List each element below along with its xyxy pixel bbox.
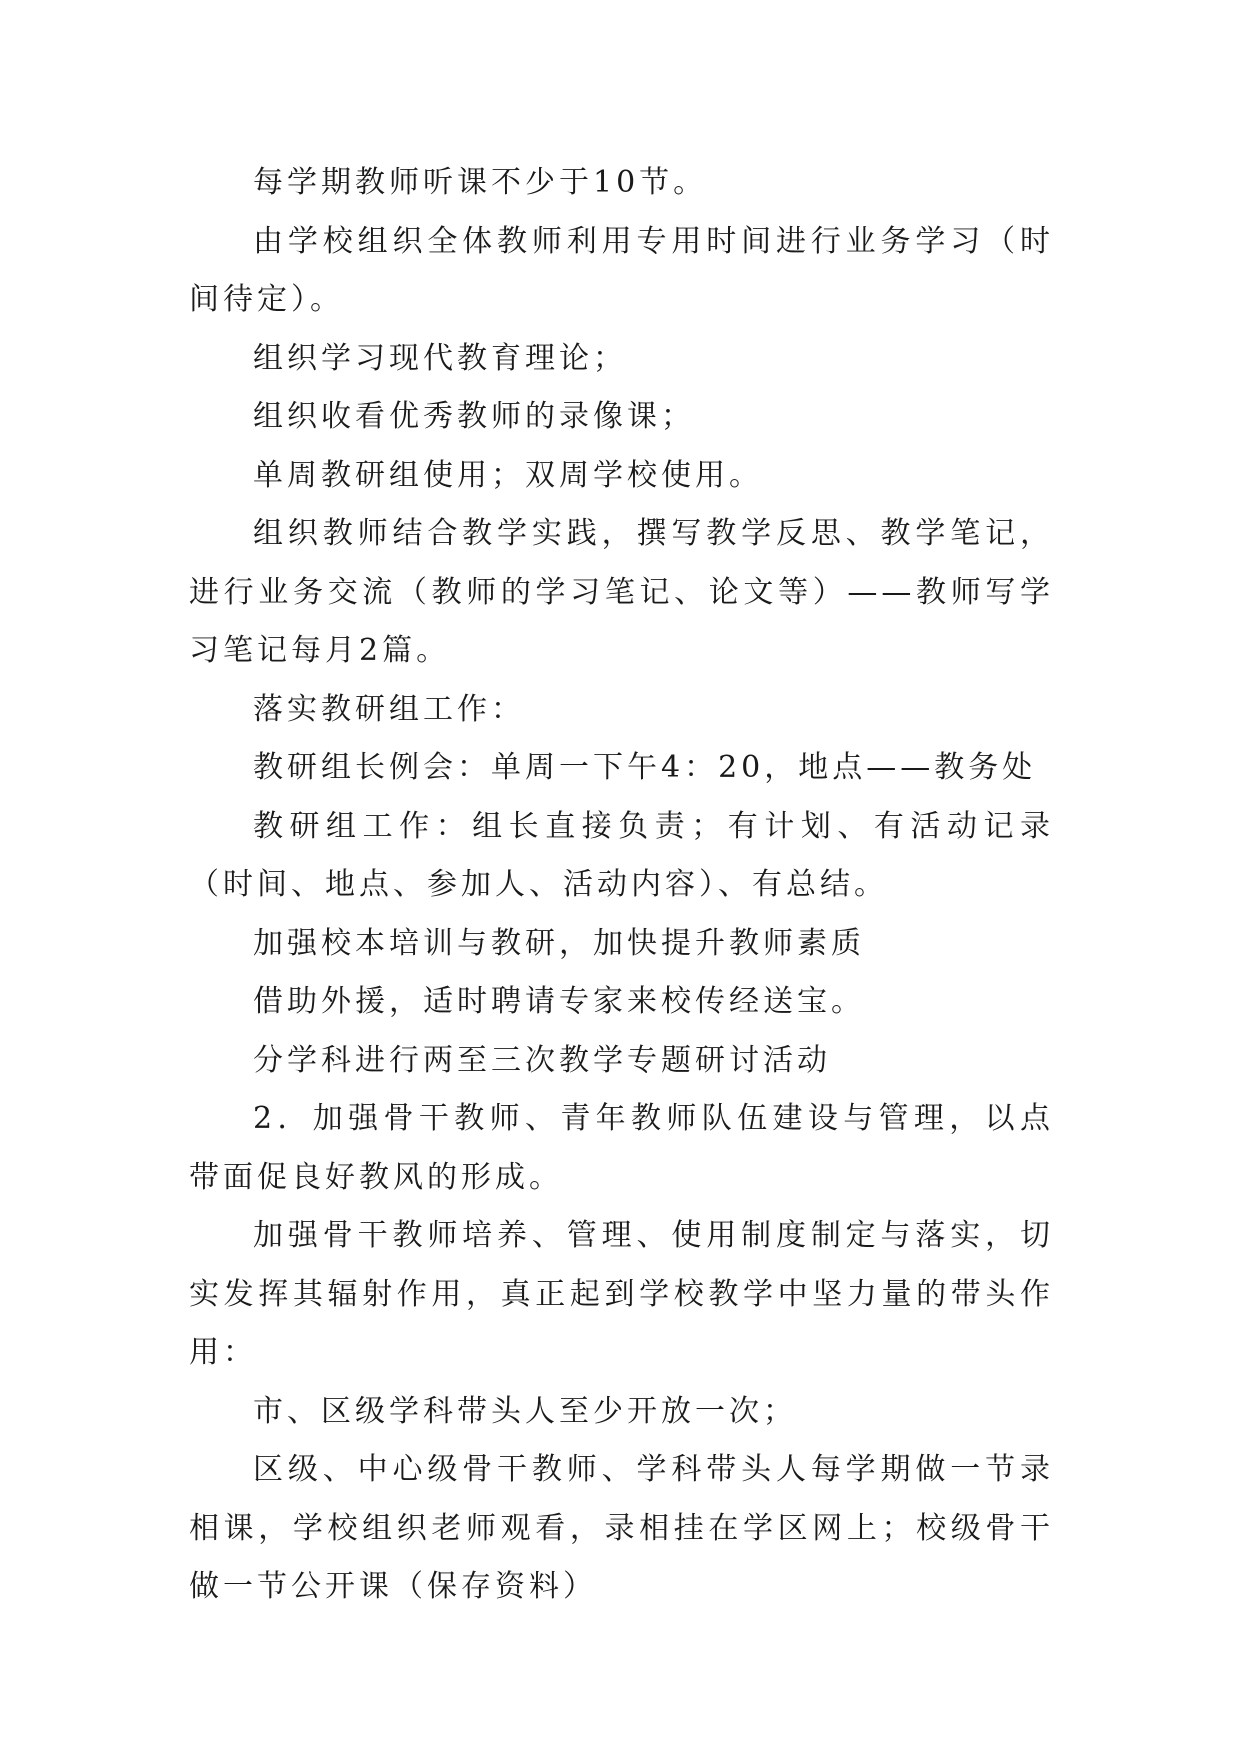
paragraph-5: 单周教研组使用；双周学校使用。 (253, 457, 763, 493)
paragraph-8: 教研组长例会：单周一下午4：20，地点——教务处 (253, 750, 1037, 785)
paragraph-11: 借助外援，适时聘请专家来校传经送宝。 (253, 984, 865, 1019)
paragraph-9: 教研组工作：组长直接负责；有计划、有活动记录（时间、地点、参加人、活动内容）、有总结。 (189, 808, 1054, 902)
paragraph-12: 分学科进行两至三次教学专题研讨活动 (253, 1042, 831, 1078)
paragraph-1: 每学期教师听课不少于10节。 (253, 165, 708, 200)
paragraph-16: 区级、中心级骨干教师、学科带头人每学期做一节录相课，学校组织老师观看，录相挂在学区网上；校级骨干做一节公开课（保存资料） (189, 1452, 1054, 1604)
paragraph-3: 组织学习现代教育理论； (253, 340, 627, 376)
paragraph-6: 组织教师结合教学实践，撰写教学反思、教学笔记，进行业务交流（教师的学习笔记、论文等）——教师写学习笔记每月2篇。 (189, 516, 1054, 668)
paragraph-15: 市、区级学科带头人至少开放一次； (253, 1393, 797, 1429)
paragraph-14: 加强骨干教师培养、管理、使用制度制定与落实，切实发挥其辐射作用，真正起到学校教学中坚力量的带头作用： (189, 1218, 1054, 1370)
document-body (189, 154, 1054, 1617)
paragraph-10: 加强校本培训与教研，加快提升教师素质 (253, 925, 865, 961)
paragraph-7: 落实教研组工作： (253, 691, 525, 727)
paragraph-4: 组织收看优秀教师的录像课； (253, 399, 695, 434)
paragraph-13: 2．加强骨干教师、青年教师队伍建设与管理，以点带面促良好教风的形成。 (189, 1101, 1054, 1195)
paragraph-2: 由学校组织全体教师利用专用时间进行业务学习（时间待定）。 (189, 223, 1054, 317)
